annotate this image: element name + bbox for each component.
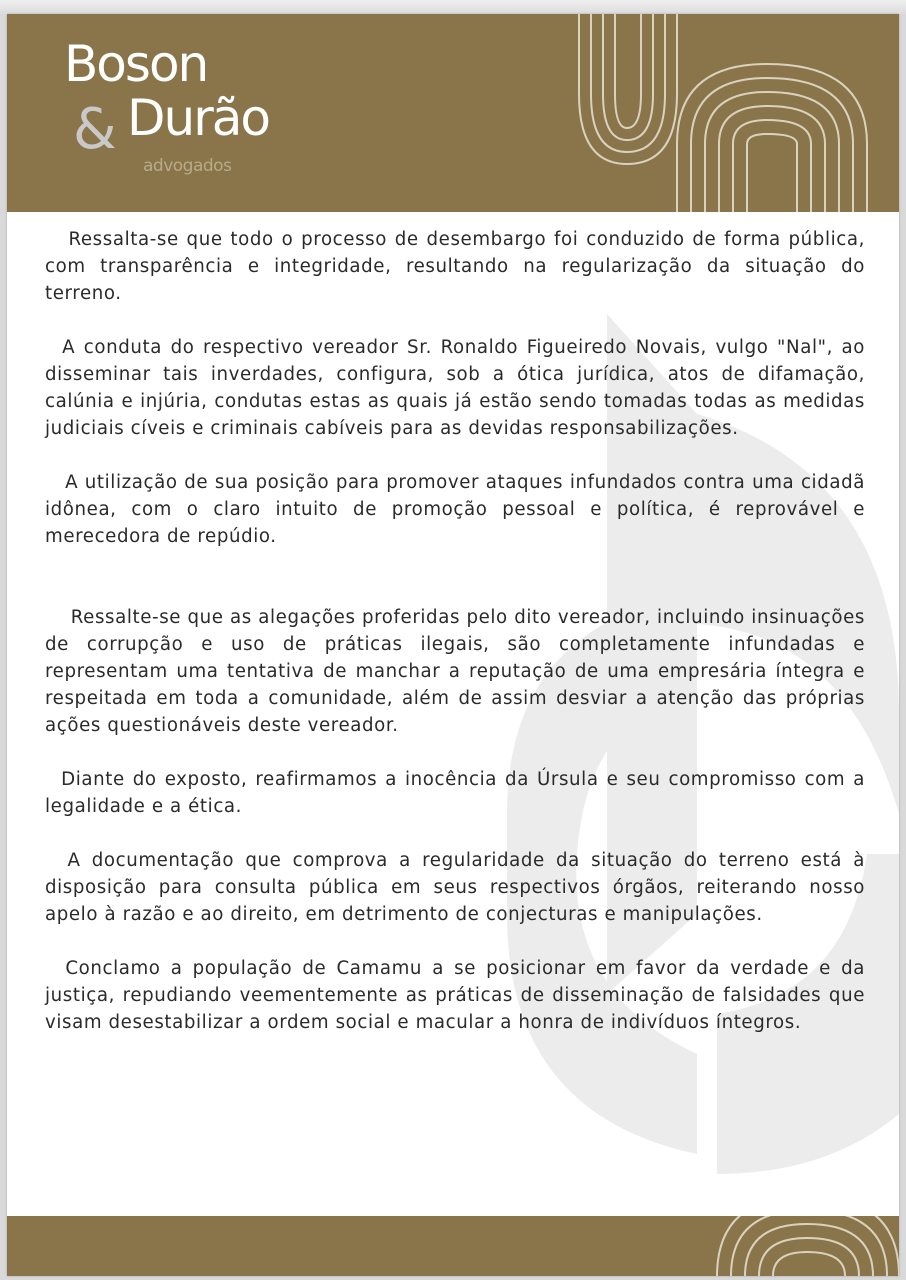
logo-durao: Durão xyxy=(127,89,269,147)
logo-subtitle: advogados xyxy=(143,156,232,176)
header-arch-lines-icon xyxy=(567,14,899,212)
letter-body xyxy=(45,226,865,1036)
letterhead-header xyxy=(7,14,899,212)
paragraph-6: A documentação que comprova a regularidade da situação do terreno está à disposição para consulta pública em seus respectivos órgãos, reiterando nosso apelo à razão e ao direito, em detrimento de conjecturas e manipulações. xyxy=(45,850,865,925)
paragraph-5: Diante do exposto, reafirmamos a inocência da Úrsula e seu compromisso com a legalidade e a ética. xyxy=(45,769,865,817)
footer-arch-lines-icon xyxy=(707,1216,899,1276)
letterhead-footer xyxy=(7,1216,899,1276)
paragraph-2: A conduta do respectivo vereador Sr. Ronaldo Figueiredo Novais, vulgo "Nal", ao disseminar tais inverdades, configura, sob a ótica jurídica, atos de difamação, calúnia e injúria, condutas estas as quais já estão sendo tomadas todas as medidas judiciais cíveis e criminais cabíveis para as devidas responsabilizações. xyxy=(45,337,866,439)
letterhead-page xyxy=(7,14,899,1276)
paragraph-7: Conclamo a população de Camamu a se posicionar em favor da verdade e da justiça, repudiando veementemente as práticas de disseminação de falsidades que visam desestabilizar a ordem social e macular a honra de indivíduos íntegros. xyxy=(45,958,866,1033)
logo-boson: Boson xyxy=(64,35,208,93)
paragraph-1: Ressalta-se que todo o processo de desembargo foi conduzido de forma pública, com transparência e integridade, resultando na regularização da situação do terreno. xyxy=(45,229,865,304)
top-strip xyxy=(0,0,906,14)
paragraph-4: Ressalte-se que as alegações proferidas pelo dito vereador, incluindo insinuações de corrupção e uso de práticas ilegais, são completamente infundadas e representam uma tentativa de manchar a reputação de uma empresária íntegra e respeitada em toda a comunidade, além de assim desviar a atenção das próprias ações questionáveis deste vereador. xyxy=(45,607,865,736)
paragraph-3: A utilização de sua posição para promover ataques infundados contra uma cidadã idônea, com o claro intuito de promoção pessoal e política, é reprovável e merecedora de repúdio. xyxy=(45,472,865,547)
logo-ampersand: & xyxy=(73,97,117,162)
